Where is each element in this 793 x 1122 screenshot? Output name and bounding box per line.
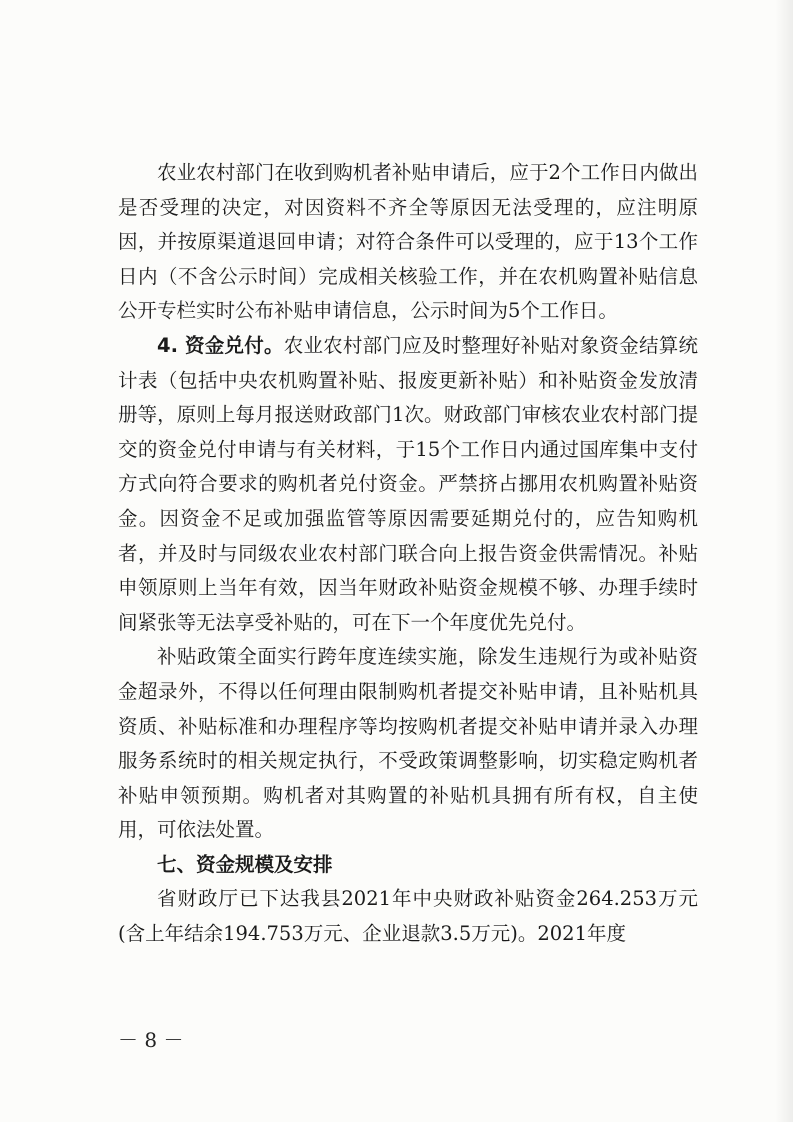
page-edge-shadow: [775, 0, 793, 1122]
paragraph-fund-payment: [118, 329, 698, 640]
page-number: － 8 －: [118, 1028, 184, 1052]
section-heading-fund-scale: 七、资金规模及安排: [157, 852, 333, 876]
paragraph-fund-payment-body: 农业农村部门应及时整理好补贴对象资金结算统计表（包括中央农机购置补贴、报废更新补贴）和补贴资金发放清册等，原则上每月报送财政部门1次。财政部门审核农业农村部门提交的资金兑付申请与有关材料，于15个工作日内通过国库集中支付方式向符合要求的购机者兑付资金。严禁挤占挪用农机购置补贴资金。因资金不足或加强监管等原因需要延期兑付的，应告知购机者，并及时与同级农业农村部门联合向上报告资金供需情况。补贴申领原则上当年有效，因当年财政补贴资金规模不够、办理手续时间紧张等无法享受补贴的，可在下一个年度优先兑付。: [118, 333, 698, 634]
paragraph-cross-year-policy: 补贴政策全面实行跨年度连续实施，除发生违规行为或补贴资金超录外，不得以任何理由限制购机者提交补贴申请，且补贴机具资质、补贴标准和办理程序等均按购机者提交补贴申请并录入办理服务系统时的相关规定执行，不受政策调整影响，切实稳定购机者补贴申领预期。购机者对其购置的补贴机具拥有所有权，自主使用，可依法处置。: [118, 645, 698, 842]
document-body: [118, 156, 698, 952]
paragraph-fund-amount: 省财政厅已下达我县2021年中央财政补贴资金264.253万元(含上年结余194.753万元、企业退款3.5万元)。2021年度: [118, 887, 698, 946]
paragraph-acceptance: 农业农村部门在收到购机者补贴申请后，应于2个工作日内做出是否受理的决定，对因资料不齐全等原因无法受理的，应注明原因，并按原渠道退回申请；对符合条件可以受理的，应于13个工作日内（不含公示时间）完成相关核验工作，并在农机购置补贴信息公开专栏实时公布补贴申请信息，公示时间为5个工作日。: [118, 161, 698, 323]
subheading-fund-payment: 4. 资金兑付。: [157, 333, 284, 357]
